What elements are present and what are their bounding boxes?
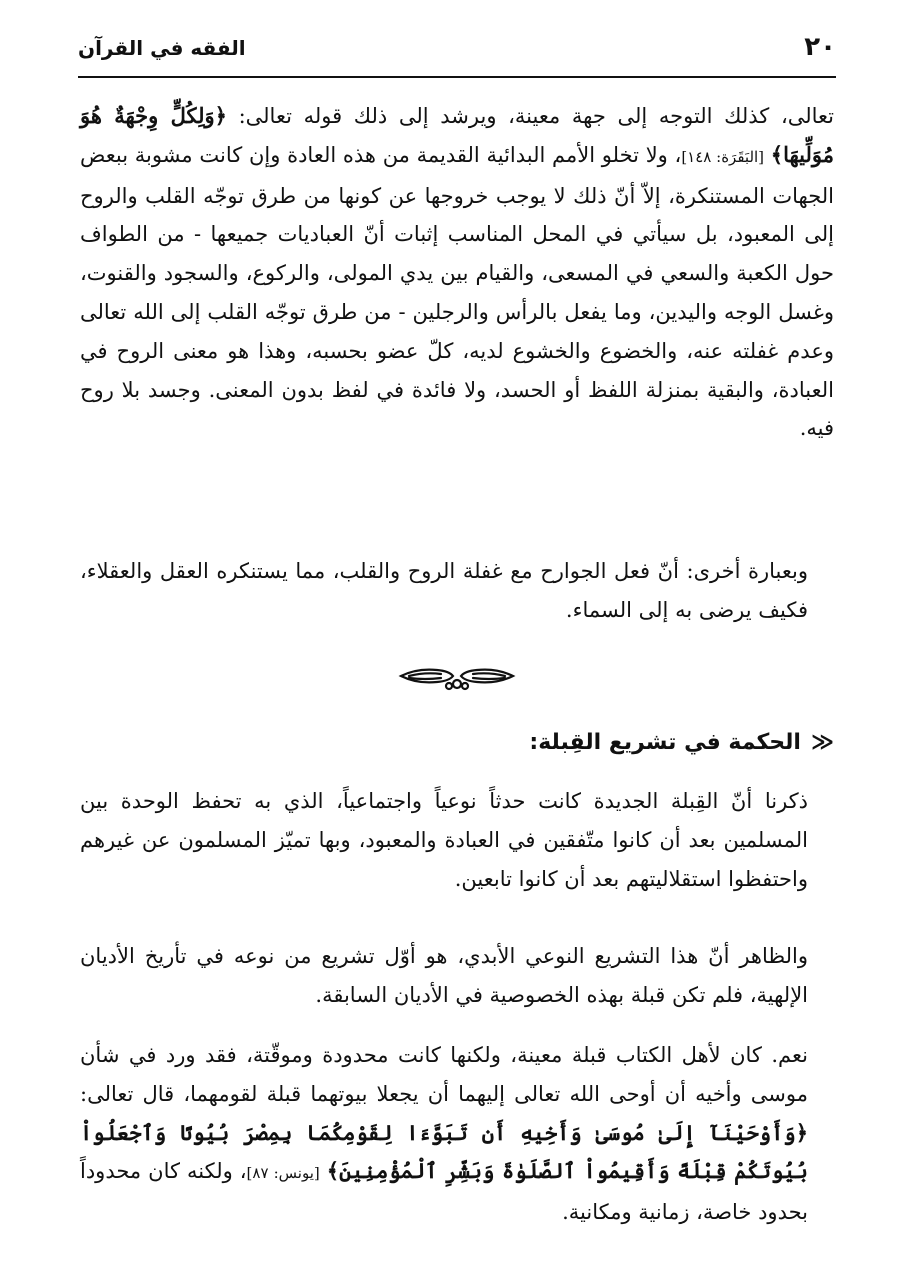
page-header — [78, 28, 836, 76]
paragraph-1-text-end: ، ولا تخلو الأمم البدائية القديمة من هذه العادة وإن كانت مشوبة ببعض الجهات المستنكرة، إلاّ أنّ ذلك لا يوجب خروجها عن كونها من طرق توجّه القلب والروح إلى المعبود، بل سيأتي في المحل المناسب إثبات أنّ العباديات جميعها - من الطواف حول الكعبة والسعي في المسعى، والقيام بين يدي المولى، والركوع، والسجود والقنوت، وغسل الوجه واليدين، وما يفعل بالرأس والرجلين - من طرق توجّه القلب إلى الله تعالى وعدم غفلته عنه، والخضوع والخشوع لديه، كلّ عضو بحسبه، وهذا هو معنى الروح في العبادة، والبقية بمنزلة اللفظ أو الحسد، ولا فائدة في لفظ بدون المعنى. وجسد بلا روح فيه. — [80, 142, 834, 441]
header-rule — [78, 76, 836, 78]
quran-verse-2: ﴿وَأَوْحَيْنَآ إِلَىٰ مُوسَىٰ وَأَخِيهِ أَن تَبَوَّءَا لِقَوْمِكُمَا بِمِصْرَ بُيُوتًا وَٱجْعَلُواْ بُيُوتَكُمْ قِبْلَةً وَأَقِيمُواْ ٱلصَّلَوٰةَ وَبَشِّرِ ٱلْمُؤْمِنِينَ﴾ — [80, 1119, 808, 1184]
paragraph-2-text: وبعبارة أخرى: أنّ فعل الجوارح مع غفلة الروح والقلب، مما يستنكره العقل والعقلاء، فكيف يرضى به إلى السماء. — [80, 559, 808, 622]
paragraph-5-text-start: نعم. كان لأهل الكتاب قبلة معينة، ولكنها كانت محدودة وموقّتة، فقد ورد في شأن موسى وأخيه أن أوحى الله تعالى إليهما أن يجعلا بيوتهما قبلة لقومهما، قال تعالى: — [80, 1043, 808, 1106]
decorative-divider-icon — [397, 658, 517, 694]
heading-marker-icon: ≪ — [810, 730, 834, 755]
paragraph-2 — [80, 552, 834, 630]
verse-2-citation: [يونس: ٨٧] — [246, 1164, 320, 1183]
running-title: الفقه في القرآن — [78, 36, 246, 60]
paragraph-4 — [80, 937, 834, 1015]
paragraph-5-text-end: ، ولكنه كان محدوداً بحدود خاصة، زمانية ومكانية. — [80, 1159, 808, 1225]
paragraph-1 — [80, 97, 834, 448]
verse-1-citation: [البَقَرَة: ١٤٨] — [681, 147, 765, 166]
section-title: الحكمة في تشريع القِبلة: — [529, 730, 801, 755]
paragraph-5 — [80, 1036, 834, 1232]
paragraph-1-text-start: تعالى، كذلك التوجه إلى جهة معينة، ويرشد إلى ذلك قوله تعالى: — [226, 104, 834, 128]
paragraph-3-text: ذكرنا أنّ القِبلة الجديدة كانت حدثاً نوعياً واجتماعياً، الذي به تحفظ الوحدة بين المسلمين بعد أن كانوا متّفقين في العبادة والمعبود، وبها تميّز المسلمون عن غيرهم واحتفظوا استقلاليتهم بعد أن كانوا تابعين. — [80, 789, 808, 891]
page-number: ٢٠ — [804, 32, 836, 62]
quran-verse-1: ﴿وَلِكُلٍّ وِجْهَةٌ هُوَ مُوَلِّيهَا﴾ — [80, 103, 834, 167]
section-heading — [529, 730, 834, 755]
paragraph-3 — [80, 782, 834, 898]
paragraph-4-text: والظاهر أنّ هذا التشريع النوعي الأبدي، هو أوّل تشريع من نوعه في تأريخ الأديان الإلهية، فلم تكن قبلة بهذه الخصوصية في الأديان السابقة. — [80, 944, 808, 1007]
